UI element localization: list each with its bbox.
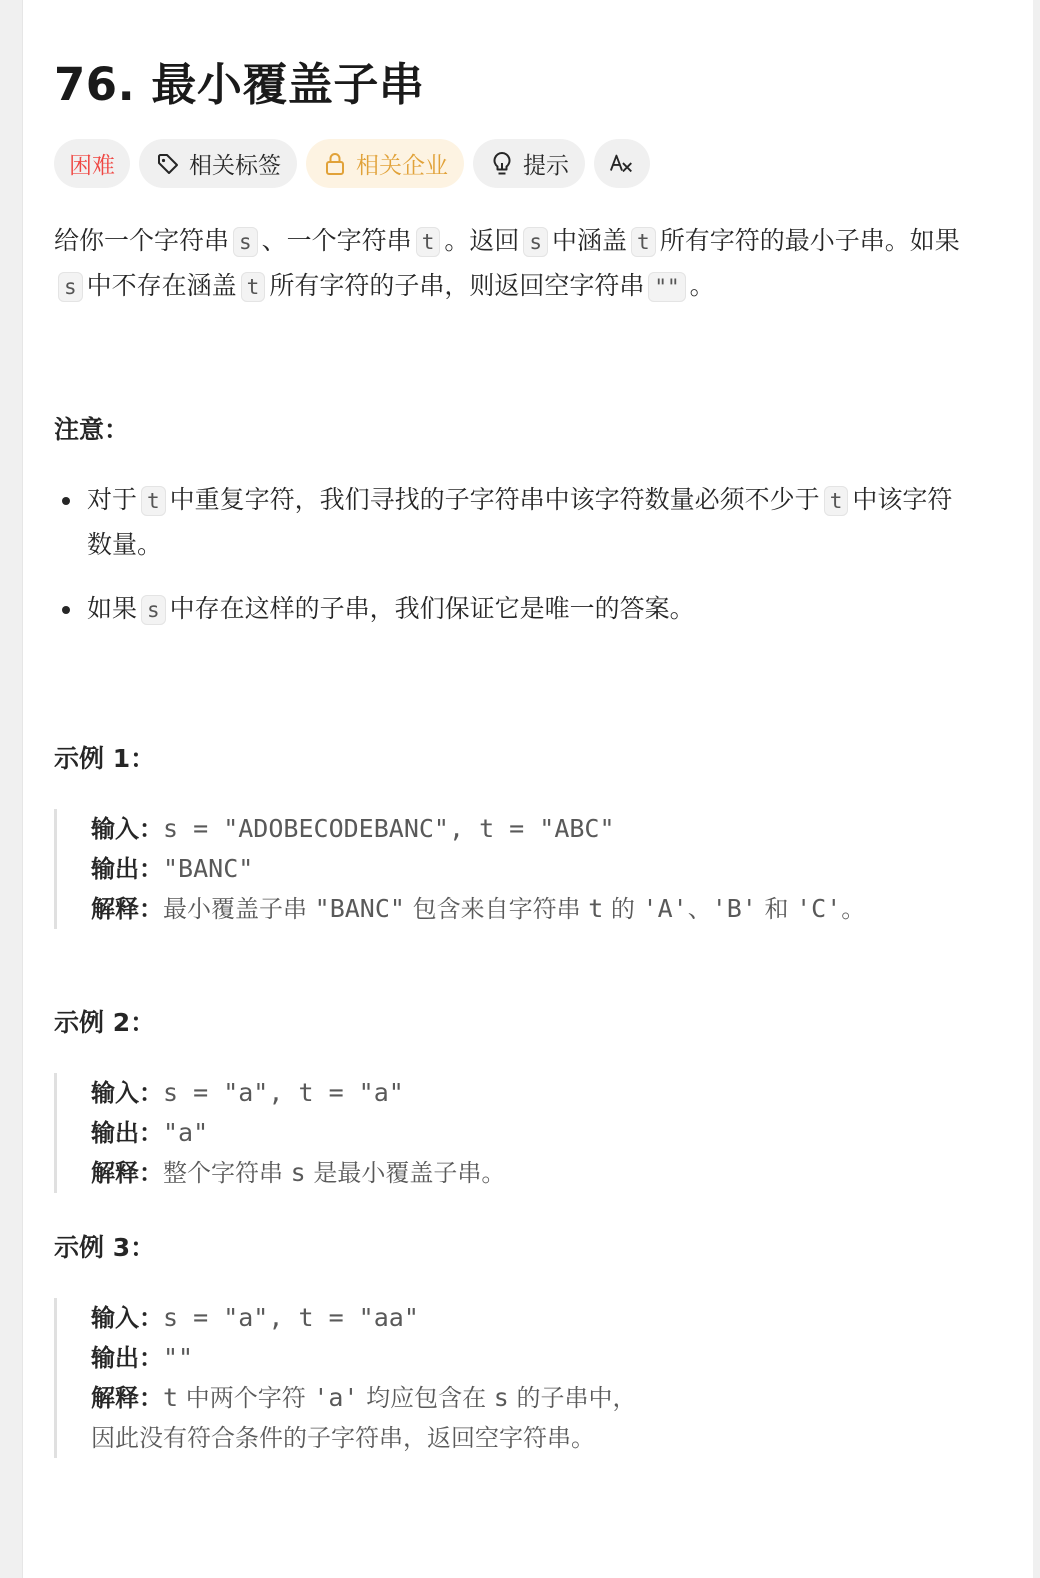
related-topics-label: 相关标签 xyxy=(189,153,281,179)
example-3-block xyxy=(54,1298,934,1458)
example-explain-line-2 xyxy=(91,1418,934,1458)
input-label: 输入： xyxy=(91,815,163,843)
example-input-line xyxy=(91,1298,934,1338)
problem-title: 76. 最小覆盖子串 xyxy=(54,58,425,111)
explain-text: 整个字符串 xyxy=(163,1159,291,1187)
note-list xyxy=(54,478,954,632)
desc-text: 。返回 xyxy=(444,226,520,255)
example-1-block xyxy=(54,809,934,929)
explain-text: 和 xyxy=(756,895,797,923)
difficulty-label: 困难 xyxy=(69,153,115,179)
hint-label: 提示 xyxy=(523,153,569,179)
example-explain-line xyxy=(91,1378,934,1418)
example-2-heading: 示例 2： xyxy=(54,1008,156,1037)
explain-text: 包含来自字符串 xyxy=(404,895,589,923)
code-t: t xyxy=(241,272,266,302)
desc-text: 所有字符的最小子串。如果 xyxy=(659,226,960,255)
note-heading: 注意： xyxy=(54,415,130,444)
example-output-line xyxy=(91,1113,934,1153)
example-output-line xyxy=(91,849,934,889)
explain-code: 'C' xyxy=(796,894,842,923)
explain-text: 均应包含在 xyxy=(358,1384,494,1412)
tag-row xyxy=(54,139,650,188)
note-text: 中重复字符，我们寻找的子字符串中该字符数量必须不少于 xyxy=(169,485,820,514)
explain-text: 。 xyxy=(841,895,866,923)
output-value: "a" xyxy=(163,1118,209,1147)
companies-label: 相关企业 xyxy=(356,153,448,179)
explain-code: 'B' xyxy=(711,894,757,923)
explain-code: "BANC" xyxy=(314,894,405,923)
example-input-line xyxy=(91,809,934,849)
companies-button[interactable] xyxy=(306,139,464,188)
explain-text: 的 xyxy=(603,895,643,923)
output-label: 输出： xyxy=(91,1119,163,1147)
input-value: s = "ADOBECODEBANC", t = "ABC" xyxy=(163,814,615,843)
desc-text: 。 xyxy=(689,271,715,300)
desc-text: 、一个字符串 xyxy=(261,226,412,255)
explain-code: s xyxy=(493,1383,509,1412)
output-label: 输出： xyxy=(91,1344,163,1372)
desc-text: 所有字符的子串，则返回空字符串 xyxy=(269,271,645,300)
difficulty-badge[interactable] xyxy=(54,139,130,188)
translate-button[interactable] xyxy=(594,139,650,188)
list-item xyxy=(54,478,954,566)
example-input-line xyxy=(91,1073,934,1113)
note-text: 中该字符数量。 xyxy=(87,485,953,559)
example-3-heading: 示例 3： xyxy=(54,1233,156,1262)
explain-label: 解释： xyxy=(91,1159,163,1187)
code-empty-string: "" xyxy=(648,272,685,302)
explain-code: 'A' xyxy=(642,894,688,923)
explain-text: 最小覆盖子串 xyxy=(163,895,315,923)
code-s: s xyxy=(233,227,258,257)
bullet xyxy=(62,497,70,505)
explain-text: 、 xyxy=(687,895,712,923)
explain-code: s xyxy=(290,1158,306,1187)
lightbulb-icon xyxy=(489,151,515,177)
explain-code: t xyxy=(163,1383,179,1412)
example-output-line xyxy=(91,1338,934,1378)
desc-text: 给你一个字符串 xyxy=(54,226,230,255)
code-s: s xyxy=(141,595,166,625)
example-explain-line xyxy=(91,1153,934,1193)
desc-text: 中不存在涵盖 xyxy=(86,271,237,300)
note-text: 如果 xyxy=(87,594,138,623)
note-text: 对于 xyxy=(87,485,138,514)
output-label: 输出： xyxy=(91,855,163,883)
output-value: "" xyxy=(163,1343,194,1372)
input-value: s = "a", t = "aa" xyxy=(163,1303,419,1332)
input-value: s = "a", t = "a" xyxy=(163,1078,404,1107)
code-t: t xyxy=(141,486,166,516)
example-1-heading: 示例 1： xyxy=(54,744,156,773)
code-t: t xyxy=(416,227,441,257)
lock-icon xyxy=(322,151,348,177)
code-t: t xyxy=(631,227,656,257)
hint-button[interactable] xyxy=(473,139,585,188)
bullet xyxy=(62,606,70,614)
related-topics-button[interactable] xyxy=(139,139,297,188)
explain-label: 解释： xyxy=(91,895,163,923)
input-label: 输入： xyxy=(91,1079,163,1107)
explain-text: 因此没有符合条件的子字符串，返回空字符串。 xyxy=(91,1424,595,1452)
code-s: s xyxy=(523,227,548,257)
example-2-block xyxy=(54,1073,934,1193)
example-explain-line xyxy=(91,889,934,929)
note-text: 中存在这样的子串，我们保证它是唯一的答案。 xyxy=(169,594,695,623)
explain-label: 解释： xyxy=(91,1384,163,1412)
explain-code: 'a' xyxy=(313,1383,359,1412)
explain-text: 是最小覆盖子串。 xyxy=(305,1159,506,1187)
problem-panel xyxy=(22,0,1033,1578)
problem-description xyxy=(54,219,974,309)
explain-text: 的子串中， xyxy=(508,1384,637,1412)
desc-text: 中涵盖 xyxy=(552,226,628,255)
input-label: 输入： xyxy=(91,1304,163,1332)
explain-text: 中两个字符 xyxy=(178,1384,314,1412)
translate-icon xyxy=(609,151,635,177)
tag-icon xyxy=(155,151,181,177)
code-t: t xyxy=(824,486,849,516)
list-item xyxy=(54,587,954,632)
explain-code: t xyxy=(588,894,604,923)
output-value: "BANC" xyxy=(163,854,254,883)
code-s: s xyxy=(58,272,83,302)
